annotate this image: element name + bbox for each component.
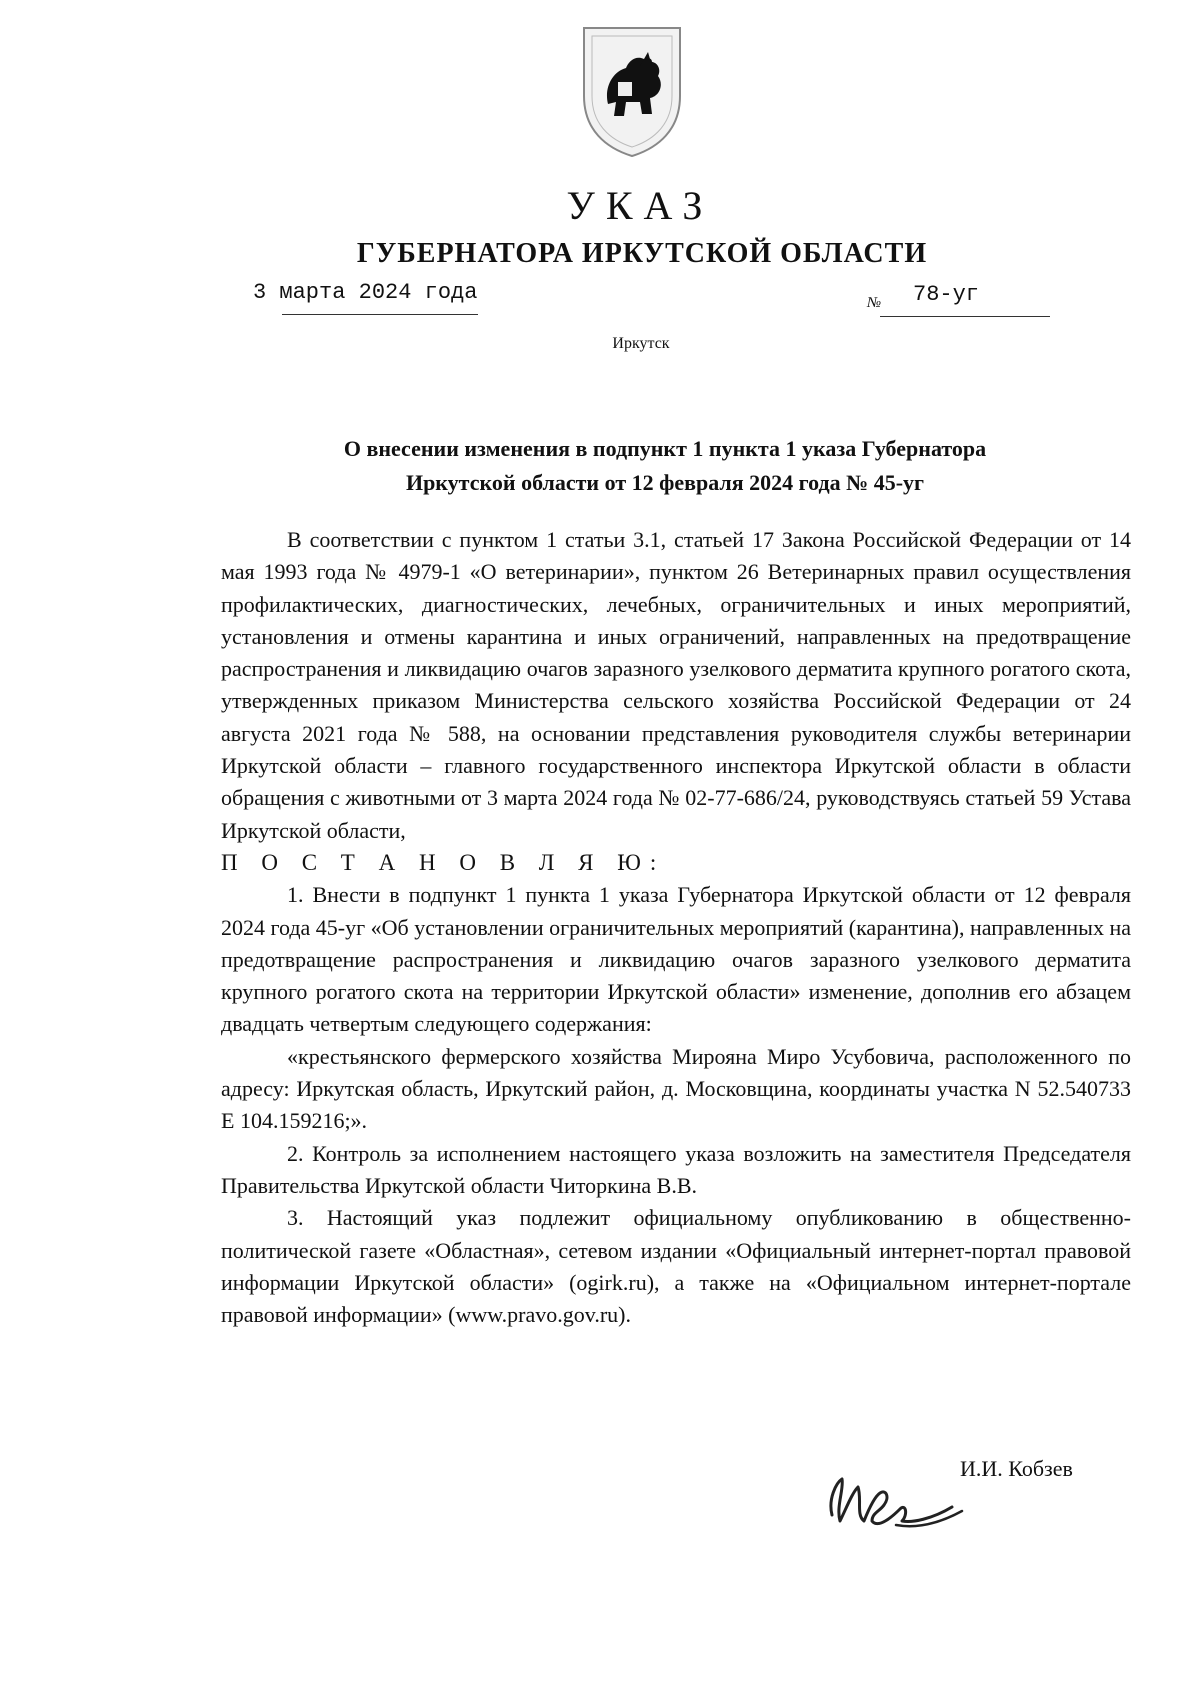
signer-name: И.И. Кобзев — [960, 1456, 1073, 1481]
handwritten-signature-icon — [822, 1463, 968, 1537]
decree-body — [221, 524, 1131, 1331]
item-2-paragraph: 2. Контроль за исполнением настоящего указа возложить на заместителя Председателя Правительства Иркутской области Читоркина В.В. — [221, 1140, 1131, 1198]
decree-word: П О С Т А Н О В Л Я Ю: — [221, 849, 666, 875]
coat-of-arms-icon — [578, 22, 686, 160]
preamble-paragraph: В соответствии с пунктом 1 статьи 3.1, статьей 17 Закона Российской Федерации от 14 мая 1993 года № 4979-1 «О ветеринарии», пунктом 26 Ветеринарных правил осуществления профилактических, диагностических, лечебных, ограничительных и иных мероприятий, установления и отмены карантина и иных ограничений, направленных на предотвращение распространения и ликвидацию очагов заразного узелкового дерматита крупного рогатого скота, утвержденных приказом Министерства сельского хозяйства Российской Федерации от 24 августа 2021 года № 588, на основании представления руководителя службы ветеринарии Иркутской области – главного государственного инспектора Иркутской области в области обращения с животными от 3 марта 2024 года № 02-77-686/24, руководствуясь статьей 59 Устава Иркутской области, — [221, 527, 1131, 843]
decree-subject — [230, 432, 1100, 500]
document-type-title: УКАЗ — [566, 183, 714, 228]
number-sign: № — [867, 295, 882, 311]
subject-line-2: Иркутской области от 12 февраля 2024 года № 45-уг — [405, 470, 925, 495]
issuing-authority: ГУБЕРНАТОРА ИРКУТСКОЙ ОБЛАСТИ — [356, 238, 928, 269]
item-3-paragraph: 3. Настоящий указ подлежит официальному опубликованию в общественно-политической газете «Областная», сетевом издании «Официальный интернет-портал правовой информации Иркутской области» (ogirk.ru), а также на «Официальном интернет-портале правовой информации» (www.pravo.gov.ru). — [221, 1205, 1131, 1328]
city-name: Иркутск — [612, 335, 670, 352]
item-1-quote-paragraph: «крестьянского фермерского хозяйства Мирояна Миро Усубовича, расположенного по адресу: Иркутская область, Иркутский район, д. Московщина, координаты участка N 52.540733 E 104.159216;». — [221, 1043, 1131, 1134]
number-underline — [880, 316, 1050, 317]
decree-number: 78-уг — [913, 282, 980, 307]
date-underline — [282, 314, 478, 315]
decree-date: 3 марта 2024 года — [253, 280, 478, 305]
item-1-paragraph: 1. Внести в подпункт 1 пункта 1 указа Губернатора Иркутской области от 12 февраля 2024 года 45-уг «Об установлении ограничительных мероприятий (карантина), направленных на предотвращение распространения и ликвидацию очагов заразного узелкового дерматита крупного рогатого скота на территории Иркутской области» изменение, дополнив его абзацем двадцать четвертым следующего содержания: — [221, 882, 1131, 1037]
subject-line-1: О внесении изменения в подпункт 1 пункта 1 указа Губернатора — [343, 436, 987, 461]
